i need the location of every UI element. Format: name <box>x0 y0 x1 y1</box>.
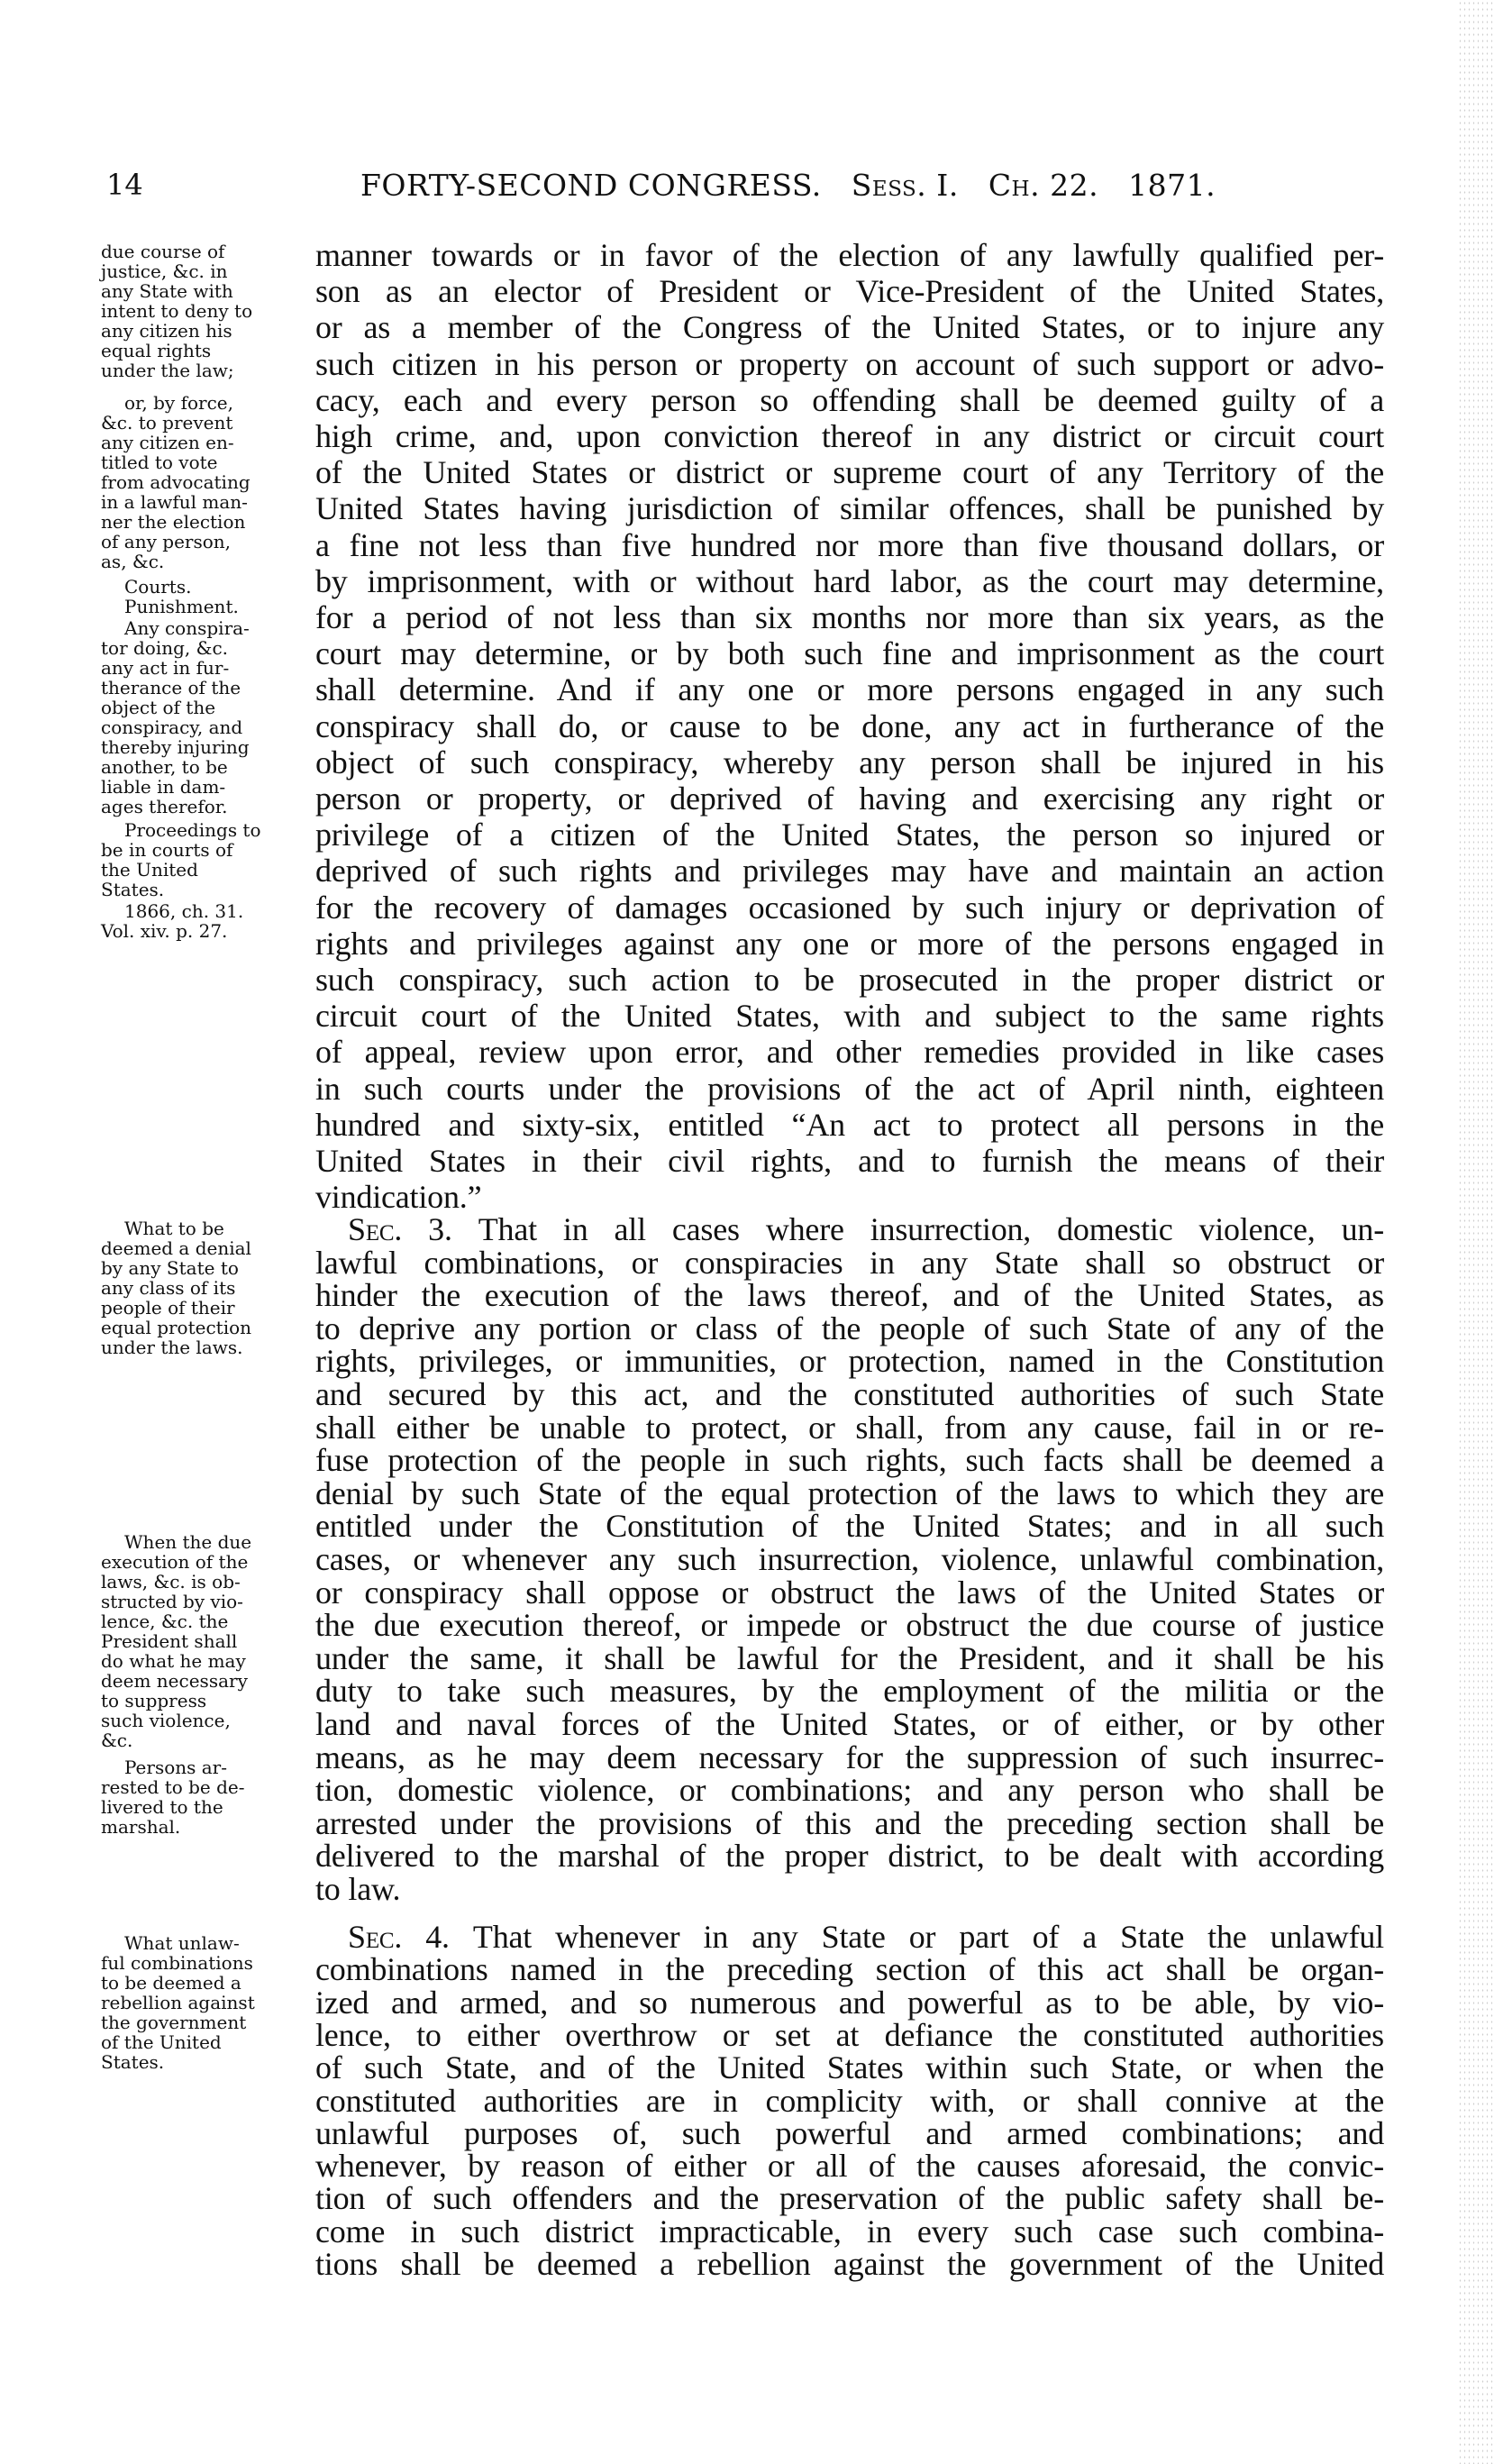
body-line: rights, privileges, or immunities, or protection, named in the Constitution <box>315 1343 1384 1380</box>
body-line: lawful combinations, or conspiracies in any State shall so obstruct or <box>315 1244 1384 1281</box>
margin-note-line: of the United <box>101 2031 222 2053</box>
margin-note-line: ner the election <box>101 511 246 533</box>
margin-note-line: another, to be <box>101 756 228 778</box>
body-line: entitled under the Constitution of the United States; and in all such <box>315 1508 1384 1545</box>
margin-note-line: 1866, ch. 31. <box>124 900 244 922</box>
body-line: United States in their civil rights, and to furnish the means of their <box>315 1143 1384 1179</box>
margin-note-line: What to be <box>124 1218 224 1239</box>
body-line: unlawful purposes of, such powerful and armed combinations; and <box>315 2114 1384 2151</box>
margin-note-line: any State with <box>101 280 233 302</box>
margin-note-line: the government <box>101 2012 247 2033</box>
body-line: such citizen in his person or property on account of such support or advo- <box>315 345 1384 382</box>
body-line: rights and privileges against any one or more of the persons engaged in <box>315 925 1384 962</box>
section-text: That whenever in any State or part of a State the unlawful <box>472 1919 1384 1955</box>
chapter-label: Ch. 22. <box>988 168 1099 203</box>
running-header <box>0 168 1494 204</box>
margin-note-line: justice, &c. in <box>101 260 228 282</box>
margin-note-line: conspiracy, and <box>101 716 243 738</box>
body-line: tions shall be deemed a rebellion against the government of the United <box>315 2246 1384 2282</box>
margin-note-denial-of-justice <box>101 242 306 380</box>
section-label: Sec. 4. <box>348 1919 473 1955</box>
margin-note-line: rebellion against <box>101 1992 255 2013</box>
body-line: duty to take such measures, by the employment of the militia or the <box>315 1673 1384 1710</box>
margin-note-line: ful combinations <box>101 1952 253 1974</box>
margin-note-line: in a lawful man- <box>101 491 248 513</box>
body-line: lence, to either overthrow or set at defiance the constituted authorities <box>315 2016 1384 2053</box>
margin-note-line: States. <box>101 879 165 900</box>
margin-note-line: from advocating <box>101 471 251 493</box>
body-line: of such State, and of the United States within such State, or when the <box>315 2049 1384 2086</box>
body-line: son as an elector of President or Vice-President of the United States, <box>315 273 1384 310</box>
body-line: for a period of not less than six months nor more than six years, as the <box>315 599 1384 635</box>
margin-note-line: deem necessary <box>101 1670 248 1692</box>
margin-note-line: as, &c. <box>101 551 165 572</box>
margin-note-line: marshal. <box>101 1816 181 1838</box>
margin-note-line: Vol. xiv. p. 27. <box>101 920 228 942</box>
body-line: conspiracy shall do, or cause to be done, any act in furtherance of the <box>315 707 1384 744</box>
margin-note-line: &c. <box>101 1729 133 1751</box>
body-line: shall either be unable to protect, or shall, from any cause, fail in or re- <box>315 1409 1384 1446</box>
margin-note-line: by any State to <box>101 1257 239 1279</box>
margin-note-line: any citizen en- <box>101 432 234 453</box>
margin-note-line: &c. to prevent <box>101 412 233 433</box>
margin-note-line: of any person, <box>101 531 232 552</box>
margin-note-punishment <box>101 597 306 616</box>
body-line: court may determine, or by both such fine and imprisonment as the court <box>315 635 1384 672</box>
margin-note-line: Any conspira- <box>124 617 250 639</box>
body-line: delivered to the marshal of the proper district, to be dealt with according <box>315 1838 1384 1875</box>
body-line: for the recovery of damages occasioned by such injury or deprivation of <box>315 889 1384 926</box>
body-line: cacy, each and every person so offending shall be deemed guilty of a <box>315 381 1384 418</box>
margin-note-line: due course of <box>101 241 225 262</box>
margin-note-line: any citizen his <box>101 320 232 342</box>
body-line: object of such conspiracy, whereby any person shall be injured in his <box>315 744 1384 780</box>
margin-note-line: people of their <box>101 1297 235 1319</box>
body-line: shall determine. And if any one or more persons engaged in any such <box>315 671 1384 708</box>
margin-note-line: to be deemed a <box>101 1972 241 1994</box>
body-line: of appeal, review upon error, and other remedies provided in like cases <box>315 1034 1384 1071</box>
body-line: come in such district impracticable, in every such case such combina- <box>315 2213 1384 2250</box>
margin-note-line: liable in dam- <box>101 776 226 798</box>
session-label: Sess. I. <box>851 168 959 203</box>
margin-note-line: equal rights <box>101 340 212 361</box>
margin-note-line: execution of the <box>101 1551 249 1573</box>
body-line: ized and armed, and so numerous and powerful as to be able, by vio- <box>315 1984 1384 2021</box>
congress-title: FORTY-SECOND CONGRESS. <box>360 168 822 203</box>
margin-note-line: When the due <box>124 1531 252 1553</box>
scan-edge-noise <box>1458 0 1494 2464</box>
margin-note-line: rested to be de- <box>101 1776 245 1798</box>
margin-note-line: Punishment. <box>124 596 239 617</box>
body-line: such conspiracy, such action to be prosecuted in the proper district or <box>315 962 1384 998</box>
body-line: constituted authorities are in complicity with, or shall connive at the <box>315 2082 1384 2119</box>
margin-note-line: Persons ar- <box>124 1757 228 1778</box>
body-line: or conspiracy shall oppose or obstruct the laws of the United States or <box>315 1574 1384 1611</box>
body-line: means, as he may deem necessary for the suppression of such insurrec- <box>315 1738 1384 1775</box>
body-line: vindication.” <box>315 1179 482 1216</box>
body-line: to law. <box>315 1871 401 1907</box>
body-line: in such courts under the provisions of the act of April ninth, eighteen <box>315 1070 1384 1107</box>
body-line: combinations named in the preceding section of this act shall be organ- <box>315 1951 1384 1988</box>
body-line: a fine not less than five hundred nor more than five thousand dollars, or <box>315 526 1384 563</box>
margin-note-line: tor doing, &c. <box>101 637 228 659</box>
body-line: United States having jurisdiction of similar offences, shall be punished by <box>315 490 1384 527</box>
body-line: to deprive any portion or class of the people of such State of any of the <box>315 1310 1384 1346</box>
body-line: arrested under the provisions of this and the preceding section shall be <box>315 1804 1384 1841</box>
body-line: by imprisonment, with or without hard labor, as the court may determine, <box>315 562 1384 599</box>
margin-note-line: Courts. <box>124 576 192 598</box>
body-line: tion, domestic violence, or combinations; and any person who shall be <box>315 1772 1384 1809</box>
margin-note-line: under the laws. <box>101 1337 243 1358</box>
body-line: denial by such State of the equal protection of the laws to which they are <box>315 1474 1384 1511</box>
margin-note-line: under the law; <box>101 360 234 381</box>
margin-note-line: laws, &c. is ob- <box>101 1571 241 1592</box>
margin-note-president-may-suppress <box>101 1532 306 1750</box>
margin-note-line: structed by vio- <box>101 1591 243 1612</box>
margin-note-line: any class of its <box>101 1277 236 1299</box>
body-line: high crime, and, upon conviction thereof in any district or circuit court <box>315 418 1384 454</box>
margin-note-line: What unlaw- <box>124 1932 240 1954</box>
margin-note-line: titled to vote <box>101 452 218 473</box>
body-line: hinder the execution of the laws thereof, and of the United States, as <box>315 1277 1384 1314</box>
margin-note-line: Proceedings to <box>124 819 261 841</box>
body-line: fuse protection of the people in such rights, such facts shall be deemed a <box>315 1442 1384 1479</box>
section-label: Sec. 3. <box>348 1211 478 1247</box>
body-line: and secured by this act, and the constituted authorities of such State <box>315 1376 1384 1412</box>
body-line: under the same, it shall be lawful for the President, and it shall be his <box>315 1639 1384 1676</box>
margin-note-line: therance of the <box>101 677 241 698</box>
margin-note-proceedings-in-us-courts <box>101 820 306 899</box>
body-line: person or property, or deprived of having and exercising any right or <box>315 780 1384 817</box>
page-number: 14 <box>106 168 143 202</box>
margin-note-line: thereby injuring <box>101 736 250 758</box>
margin-note-persons-arrested <box>101 1757 306 1837</box>
margin-note-conspirator-liability <box>101 618 306 817</box>
margin-note-line: the United <box>101 859 198 881</box>
margin-note-line: intent to deny to <box>101 300 253 322</box>
margin-note-line: do what he may <box>101 1650 246 1672</box>
margin-note-line: deemed a denial <box>101 1237 251 1259</box>
section-text: That in all cases where insurrection, domestic violence, un- <box>478 1211 1384 1247</box>
margin-note-denial-equal-protection <box>101 1218 306 1357</box>
body-line: circuit court of the United States, with and subject to the same rights <box>315 998 1384 1035</box>
margin-note-line: be in courts of <box>101 839 233 861</box>
body-line: land and naval forces of the United States, or of either, or by other <box>315 1706 1384 1742</box>
margin-note-line: equal protection <box>101 1317 252 1338</box>
body-line: whenever, by reason of either or all of the causes aforesaid, the convic- <box>315 2148 1384 2185</box>
body-line: deprived of such rights and privileges may have and maintain an action <box>315 853 1384 890</box>
margin-note-line: object of the <box>101 697 216 718</box>
body-line: hundred and sixty-six, entitled “An act to protect all persons in the <box>315 1106 1384 1143</box>
body-line: cases, or whenever any such insurrection, violence, unlawful combination, <box>315 1541 1384 1577</box>
margin-note-line: lence, &c. the <box>101 1611 229 1632</box>
margin-note-line: such violence, <box>101 1710 231 1731</box>
margin-note-line: States. <box>101 2051 165 2073</box>
body-line: tion of such offenders and the preservation of the public safety shall be- <box>315 2180 1384 2217</box>
body-line: privilege of a citizen of the United States, the person so injured or <box>315 817 1384 853</box>
margin-note-line: to suppress <box>101 1690 207 1711</box>
body-line: of the United States or district or supreme court of any Territory of the <box>315 454 1384 491</box>
year-label: 1871. <box>1128 168 1216 203</box>
margin-note-force-to-prevent-voting <box>101 393 306 571</box>
margin-note-unlawful-combinations-rebellion <box>101 1933 306 2072</box>
margin-note-line: ages therefor. <box>101 796 228 817</box>
running-head-title <box>360 168 1235 203</box>
margin-note-line: livered to the <box>101 1796 223 1818</box>
body-line: manner towards or in favor of the election of any lawfully qualified per- <box>315 237 1384 273</box>
margin-note-line: or, by force, <box>124 392 233 414</box>
margin-note-line: any act in fur- <box>101 657 230 679</box>
margin-note-courts <box>101 577 306 597</box>
margin-note-citation-1866 <box>101 901 306 941</box>
body-line: the due execution thereof, or impede or obstruct the due course of justice <box>315 1607 1384 1644</box>
body-line: or as a member of the Congress of the United States, or to injure any <box>315 309 1384 346</box>
margin-note-line: President shall <box>101 1630 238 1652</box>
